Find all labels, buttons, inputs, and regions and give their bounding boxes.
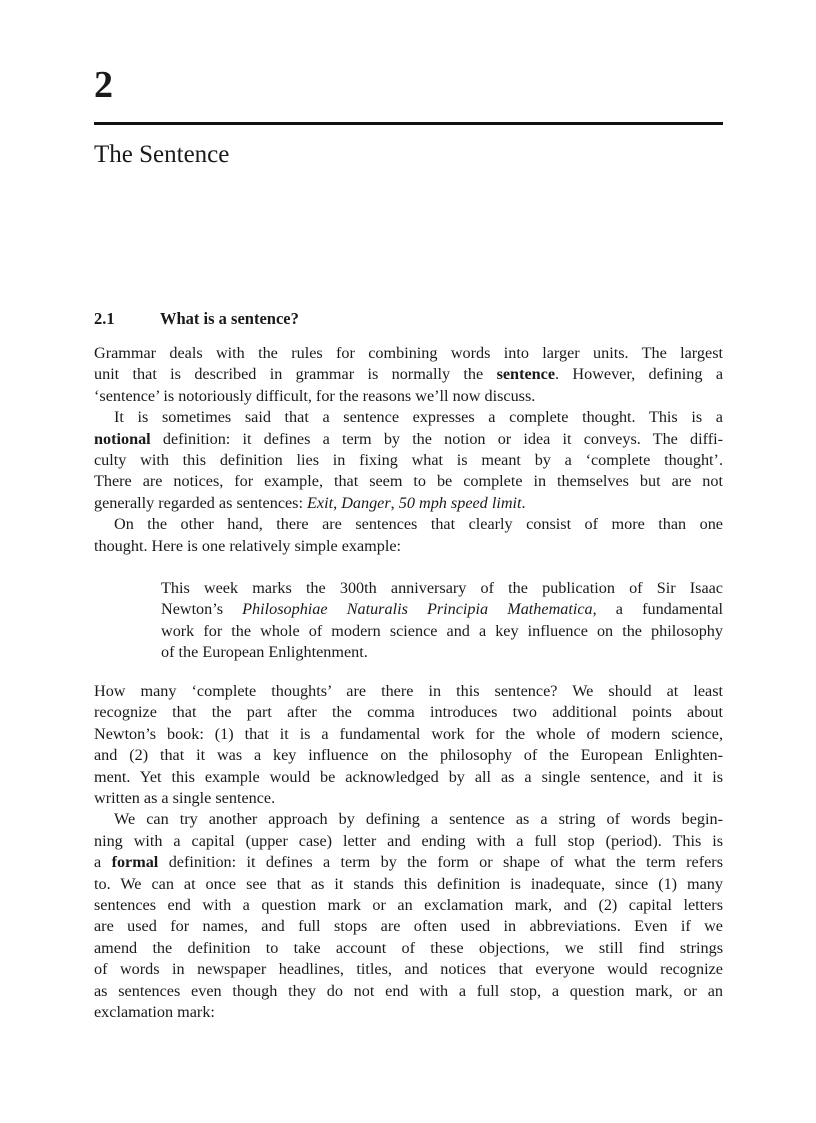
paragraph-line: Newton’s book: (1) that it is a fundamental work for the whole of modern science, [94, 724, 723, 743]
paragraph-line: exclamation mark: [94, 1003, 215, 1021]
paragraph-line: unit that is described in grammar is normally the sentence. However, defining a [94, 365, 723, 384]
chapter-rule [94, 122, 723, 125]
paragraph-line: are used for names, and full stops are often used in abbreviations. Even if we [94, 917, 723, 936]
paragraph-line: and (2) that it was a key influence on the philosophy of the European Enlighten- [94, 746, 723, 765]
paragraph-line: recognize that the part after the comma introduces two additional points about [94, 703, 723, 722]
chapter-number: 2 [94, 64, 113, 106]
paragraph-line: to. We can at once see that as it stands this definition is inadequate, since (1) many [94, 874, 723, 893]
paragraph-line: thought. Here is one relatively simple example: [94, 536, 402, 555]
section-title: What is a sentence? [160, 309, 299, 328]
paragraph-line: How many ‘complete thoughts’ are there in this sentence? We should at least [94, 682, 723, 700]
paragraph-line: Grammar deals with the rules for combining words into larger units. The largest [94, 344, 723, 362]
chapter-title: The Sentence [94, 141, 230, 168]
block-quote-line: work for the whole of modern science and a key influence on the philosophy [161, 621, 723, 640]
paragraph-line: It is sometimes said that a sentence expresses a complete thought. This is a [114, 408, 723, 427]
paragraph-line: ment. Yet this example would be acknowledged by all as a single sentence, and it is [94, 767, 723, 786]
paragraph-line: culty with this definition lies in fixing what is meant by a ‘complete thought’. [94, 451, 723, 469]
paragraph-line: sentences end with a question mark or an exclamation mark, and (2) capital letters [94, 896, 723, 914]
block-quote-line: This week marks the 300th anniversary of the publication of Sir Isaac [161, 579, 723, 597]
block-quote-line: of the European Enlightenment. [161, 643, 368, 662]
paragraph-line: as sentences even though they do not end with a full stop, a question mark, or an [94, 981, 723, 1000]
paragraph-line: amend the definition to take account of these objections, we still find strings [94, 938, 723, 957]
paragraph-line: notional definition: it defines a term by the notion or idea it conveys. The diffi- [94, 429, 723, 448]
paragraph-line: ning with a capital (upper case) letter and ending with a full stop (period). This is [94, 831, 723, 850]
paragraph-line: generally regarded as sentences: Exit, Danger, 50 mph speed limit. [94, 493, 526, 512]
paragraph-line: ‘sentence’ is notoriously difficult, for the reasons we’ll now discuss. [94, 386, 536, 405]
block-quote-line: Newton’s Philosophiae Naturalis Principia Mathematica, a fundamental [161, 600, 723, 619]
paragraph-line: of words in newspaper headlines, titles, and notices that everyone would recognize [94, 960, 723, 979]
section-heading [94, 309, 299, 329]
paragraph-line: On the other hand, there are sentences that clearly consist of more than one [114, 515, 723, 534]
paragraph-line: a formal definition: it defines a term by the form or shape of what the term refers [94, 853, 723, 872]
paragraph-line: There are notices, for example, that seem to be complete in themselves but are not [94, 472, 723, 491]
section-number: 2.1 [94, 309, 115, 328]
paragraph-line: written as a single sentence. [94, 789, 276, 807]
paragraph-line: We can try another approach by defining a sentence as a string of words begin- [114, 810, 723, 829]
